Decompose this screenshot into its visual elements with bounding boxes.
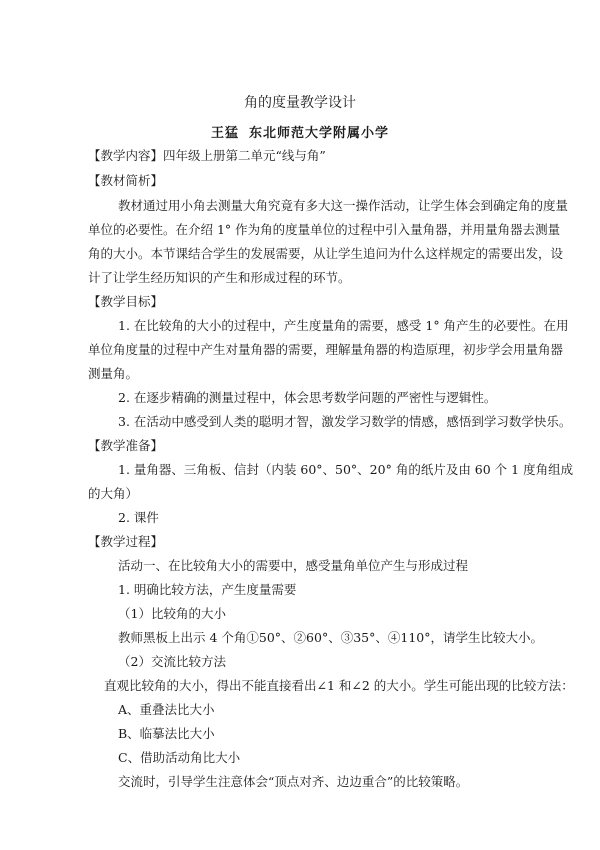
section-content: [88, 148, 326, 164]
step-1-2-text: 直观比较角的大小，得出不能直接看出∠1 和∠2 的大小。学生可能出现的比较方法：: [104, 678, 574, 693]
step-1: 1. 明确比较方法，产生度量需要: [118, 582, 297, 597]
method-a: A、重叠法比大小: [118, 702, 215, 717]
section-analysis-label: 【教材简析】: [88, 173, 164, 188]
section-prep-label: 【教学准备】: [88, 438, 164, 453]
author-name: 王猛: [210, 126, 239, 141]
section-content-text: 四年级上册第二单元“线与角”: [163, 148, 326, 163]
goal-1-line-3: 测量角。: [88, 366, 139, 381]
goal-3: 3. 在活动中感受到人类的聪明才智，激发学习数学的情感，感悟到学习数学快乐。: [118, 414, 572, 429]
step-1-1-text: 教师黑板上出示 4 个角①50°、②60°、③35°、④110°，请学生比较大小。: [118, 630, 543, 645]
goal-2: 2. 在逐步精确的测量过程中，体会思考数学问题的严密性与逻辑性。: [118, 390, 497, 405]
section-process-label: 【教学过程】: [88, 534, 164, 549]
prep-1-line-2: 的大角）: [88, 486, 139, 501]
author-line: [0, 122, 600, 141]
author-school: 东北师范大学附属小学: [249, 126, 390, 141]
step-1-1: （1）比较角的大小: [118, 606, 226, 621]
activity-1: 活动一、在比较角大小的需要中，感受量角单位产生与形成过程: [118, 558, 469, 573]
analysis-line-4: 计了让学生经历知识的产生和形成过程的环节。: [88, 270, 351, 285]
method-c: C、借助活动角比大小: [118, 750, 241, 765]
prep-1-line-1: 1. 量角器、三角板、信封（内装 60°、50°、20° 角的纸片及由 60 个 1 度角组成: [118, 462, 574, 477]
section-goals-label: 【教学目标】: [88, 294, 164, 309]
goal-1-line-2: 单位角度量的过程中产生对量角器的需要，理解量角器的构造原理，初步学会用量角器: [88, 342, 564, 357]
method-b: B、临摹法比大小: [118, 726, 215, 741]
analysis-line-2: 单位的必要性。在介绍 1° 作为角的度量单位的过程中引入量角器，并用量角器去测量: [88, 222, 561, 237]
analysis-line-1: 教材通过用小角去测量大角究竟有多大这一操作活动，让学生体会到确定角的度量: [118, 198, 569, 213]
section-content-label: 【教学内容】: [88, 148, 164, 163]
document-title: 角的度量教学设计: [244, 95, 356, 111]
goal-1-line-1: 1. 在比较角的大小的过程中，产生度量角的需要，感受 1° 角产生的必要性。在用: [118, 318, 569, 333]
analysis-line-3: 角的大小。本节课结合学生的发展需要，从让学生追问为什么这样规定的需要出发，设: [88, 246, 564, 261]
summary: 交流时，引导学生注意体会“顶点对齐、边边重合”的比较策略。: [118, 774, 469, 789]
step-1-2: （2）交流比较方法: [118, 654, 226, 669]
prep-2: 2. 课件: [118, 510, 159, 525]
